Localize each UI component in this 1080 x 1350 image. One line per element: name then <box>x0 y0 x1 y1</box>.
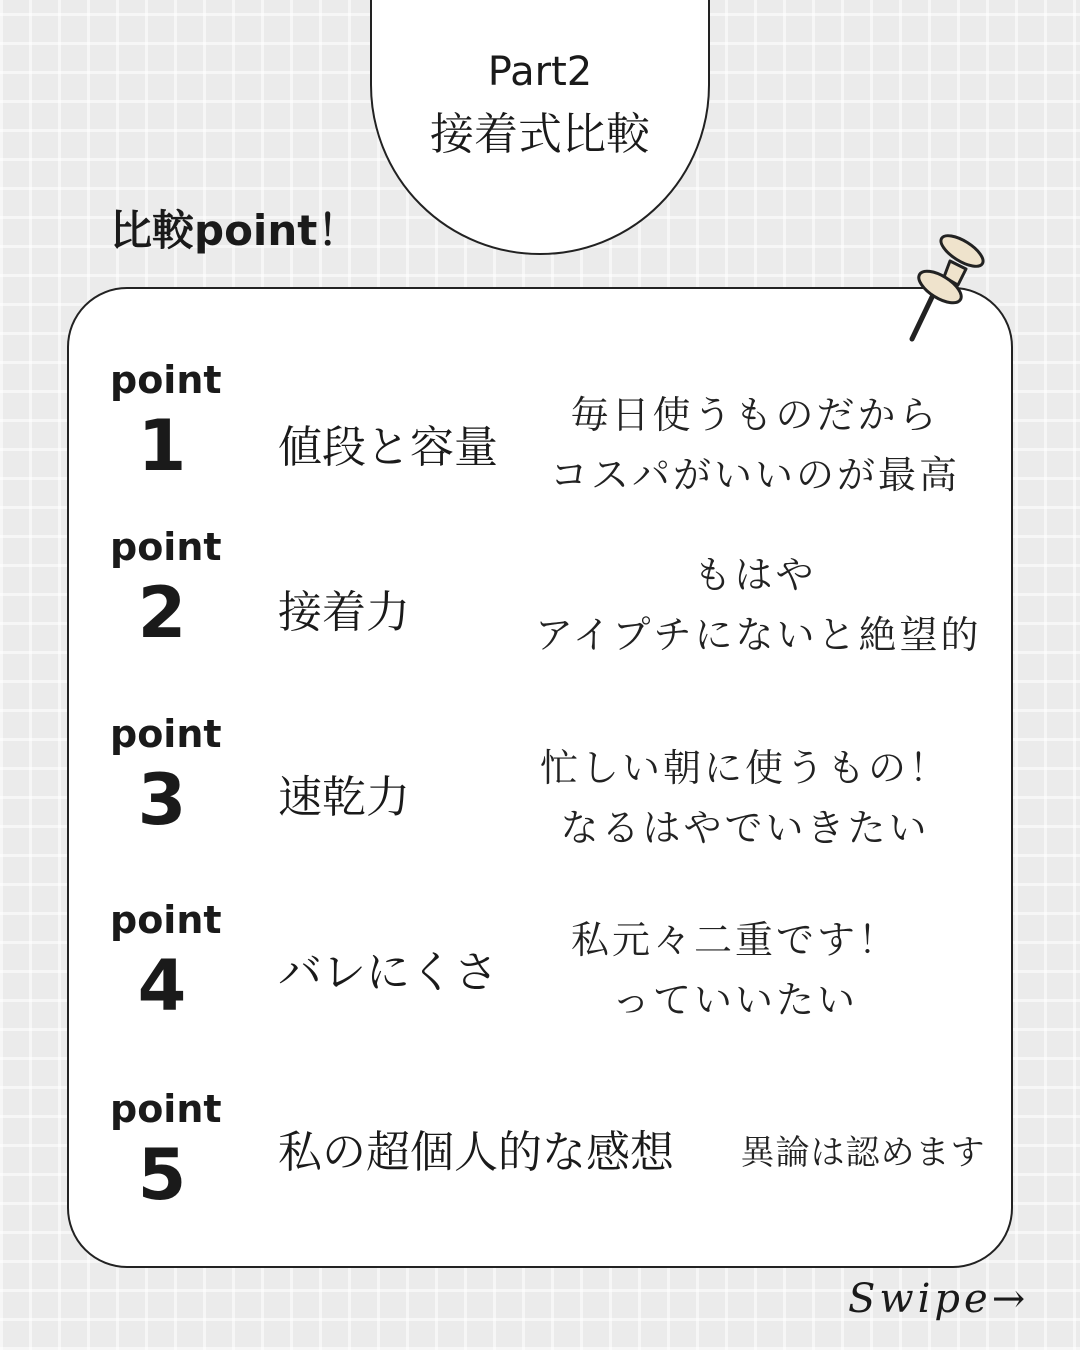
title-line-1: Part2 <box>487 49 593 95</box>
comment-2 <box>535 545 982 665</box>
point-label-4: point <box>110 898 222 942</box>
point-number-2: 2 <box>137 572 187 654</box>
swipe-hint[interactable]: Swipe→ <box>848 1276 1030 1322</box>
comment-4 <box>515 910 955 1030</box>
comment-5-line-1: 異論は認めます <box>740 1133 986 1173</box>
point-number-3: 3 <box>137 759 187 841</box>
point-label-5: point <box>110 1087 222 1131</box>
comment-4-line-2: っていいたい <box>611 978 858 1022</box>
criterion-5: 私の超個人的な感想 <box>278 1127 674 1178</box>
section-heading: 比較point！ <box>110 206 360 255</box>
point-label-3: point <box>110 712 222 756</box>
point-number-5: 5 <box>137 1134 187 1216</box>
comment-2-line-1: もはや <box>693 553 817 597</box>
comment-3-line-1: 忙しい朝に使うもの！ <box>539 746 950 790</box>
point-label-1: point <box>110 358 222 402</box>
comment-5 <box>728 1123 998 1183</box>
comment-1-line-1: 毎日使うものだから <box>570 393 940 437</box>
pushpin-icon <box>900 225 990 345</box>
criterion-4: バレにくさ <box>278 947 498 998</box>
comment-3-line-2: なるはやでいきたい <box>560 806 930 850</box>
criterion-1: 値段と容量 <box>278 422 498 473</box>
comment-1-line-2: コスパがいいのが最高 <box>549 453 960 497</box>
point-number-1: 1 <box>137 405 187 487</box>
comment-3 <box>525 738 965 858</box>
point-number-4: 4 <box>137 945 187 1027</box>
comment-1 <box>535 385 975 505</box>
criterion-3: 速乾力 <box>278 772 410 823</box>
page-title: 接着式比較 <box>430 109 650 160</box>
point-label-2: point <box>110 525 222 569</box>
criterion-2: 接着力 <box>278 587 410 638</box>
comment-2-line-2: アイプチにないと絶望的 <box>535 613 982 657</box>
comment-4-line-1: 私元々二重です！ <box>570 918 899 962</box>
